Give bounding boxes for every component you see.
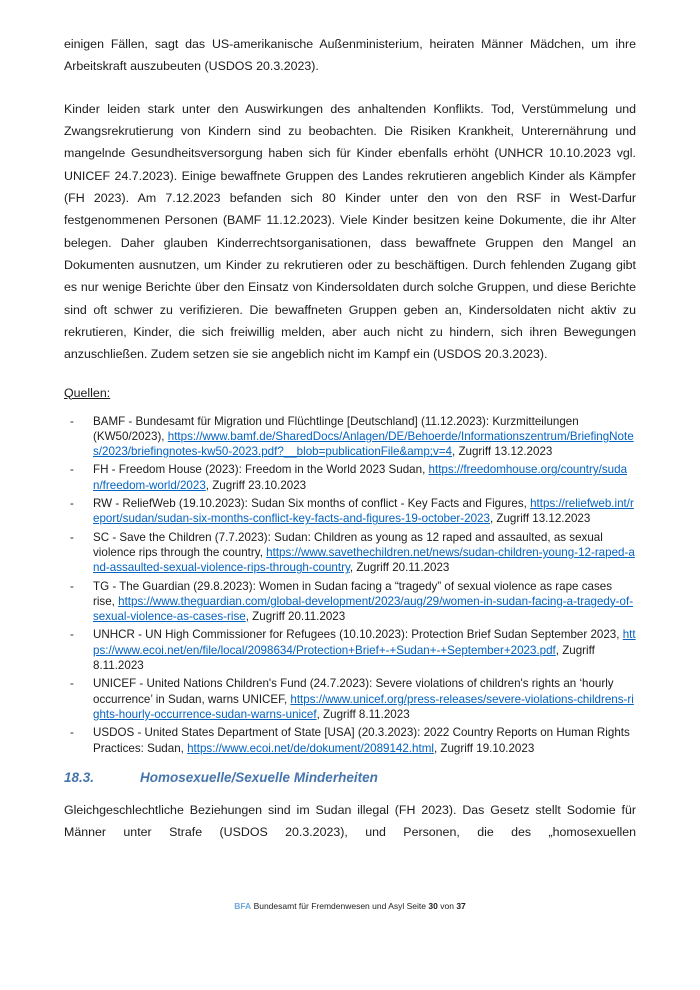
bullet-dash-icon: - [70, 628, 74, 642]
paragraph-homosexuality: Gleichgeschlechtliche Beziehungen sind im Sudan illegal (FH 2023). Das Gesetz stellt Sodomie für Männer unter Strafe (USDOS 20.3.2023), und Personen, die des „homosexuellen [64, 802, 636, 840]
source-access-date: , Zugriff 8.11.2023 [316, 707, 410, 721]
source-access-date: , Zugriff 13.12.2023 [452, 445, 553, 459]
source-link[interactable]: https://www.bamf.de/SharedDocs/Anlagen/DE/Behoerde/Informationszentrum/BriefingNotes/2023/briefingnotes-kw50-2023.pdf?__blob=publicationFile&amp;v=4 [93, 429, 634, 459]
source-access-date: , Zugriff 20.11.2023 [349, 561, 450, 575]
source-link[interactable]: https://reliefweb.int/report/sudan/sudan-six-months-conflict-key-facts-and-figures-19-october-2023 [93, 497, 634, 526]
source-access-date: , Zugriff 20.11.2023 [245, 610, 346, 624]
footer-page-number: 30 [428, 901, 438, 911]
page-footer [0, 901, 700, 911]
source-item [64, 414, 636, 460]
source-link[interactable]: https://www.savethechildren.net/news/sudan-children-young-12-raped-and-assaulted-sexual-violence-rips-through-country [93, 545, 635, 575]
sources-heading: Quellen: [64, 385, 111, 400]
source-link[interactable]: https://www.theguardian.com/global-development/2023/aug/29/women-in-sudan-facing-a-tragedy-of-sexual-violence-as-cases-rise [93, 594, 634, 624]
bullet-dash-icon: - [70, 497, 74, 511]
source-link[interactable]: https://freedomhouse.org/country/sudan/freedom-world/2023 [93, 463, 628, 492]
source-access-date: , Zugriff 13.12.2023 [489, 512, 591, 526]
source-item [64, 530, 636, 576]
source-item [64, 627, 636, 673]
source-citation-text: BAMF - Bundesamt für Migration und Flüchtlinge [Deutschland] (11.12.2023): Kurzmitteilungen (KW50/2023), [93, 414, 579, 443]
source-item [64, 725, 636, 756]
bullet-dash-icon: - [70, 726, 74, 740]
bullet-dash-icon: - [70, 677, 74, 691]
source-item [64, 579, 636, 625]
section-number: 18.3. [64, 769, 95, 785]
section-heading [64, 770, 636, 785]
source-access-date: , Zugriff 23.10.2023 [205, 478, 307, 492]
paragraph-marriage: einigen Fällen, sagt das US-amerikanische Außenministerium, heiraten Männer Mädchen, um ihre Arbeitskraft auszubeuten (USDOS 20.3.2023). [64, 37, 636, 74]
source-access-date: , Zugriff 8.11.2023 [93, 643, 595, 673]
source-citation-text: TG - The Guardian (29.8.2023): Women in Sudan facing a “tragedy” of sexual violence as rape cases rise, [93, 579, 612, 608]
source-citation-text: UNICEF - United Nations Children's Fund (24.7.2023): Severe violations of children's rights an ‘hourly occurrence’ in Sudan, warns UNICEF, [93, 677, 614, 706]
bullet-dash-icon: - [70, 530, 74, 544]
bullet-dash-icon: - [70, 463, 74, 477]
source-link[interactable]: https://www.ecoi.net/en/file/local/2098634/Protection+Brief+-+Sudan+-+September+2023.pdf [93, 628, 636, 657]
source-link[interactable]: https://www.ecoi.net/de/dokument/2089142.html [187, 741, 434, 755]
source-item [64, 676, 636, 722]
footer-brand: BFA [234, 901, 252, 911]
source-citation-text: FH - Freedom House (2023): Freedom in the World 2023 Sudan, [93, 463, 429, 477]
source-citation-text: RW - ReliefWeb (19.10.2023): Sudan Six months of conflict - Key Facts and Figures, [93, 497, 531, 511]
source-access-date: , Zugriff 19.10.2023 [433, 741, 535, 755]
footer-org-text: Bundesamt für Fremdenwesen und Asyl Seite [253, 901, 427, 911]
section-title: Homosexuelle/Sexuelle Minderheiten [140, 769, 378, 785]
footer-of-label: von [440, 901, 454, 911]
source-link[interactable]: https://www.unicef.org/press-releases/severe-violations-childrens-rights-hourly-occurrence-sudan-warns-unicef [93, 692, 634, 721]
sources-list [64, 414, 636, 756]
source-citation-text: UNHCR - UN High Commissioner for Refugees (10.10.2023): Protection Brief Sudan September 2023, [93, 628, 623, 642]
bullet-dash-icon: - [70, 414, 74, 428]
source-item [64, 496, 636, 527]
footer-total-pages: 37 [456, 901, 466, 911]
source-citation-text: SC - Save the Children (7.7.2023): Sudan: Children as young as 12 raped and assaulted, as sexual violence rips through the country, [93, 530, 603, 559]
source-item [64, 462, 636, 493]
paragraph-children-conflict: Kinder leiden stark unter den Auswirkungen des anhaltenden Konflikts. Tod, Verstümmelung und Zwangsrekrutierung von Kindern sind zu beobachten. Die Risiken Krankheit, Unterernährung und mangelnde Gesundheitsversorgung haben sich für Kinder ebenfalls erhöht (UNHCR 10.10.2023 vgl. UNICEF 24.7.2023). Einige bewaffnete Gruppen des Landes rekrutieren angeblich Kinder als Kämpfer (FH 2023). Am 7.12.2023 befanden sich 80 Kinder unter den von den RSF in West-Darfur festgenommenen Personen (BAMF 11.12.2023). Viele Kinder besitzen keine Dokumente, die ihr Alter belegen. Daher glauben Kinderrechtsorganisationen, dass bewaffnete Gruppen den Mangel an Dokumenten ausnutzen, um Kinder zu rekrutieren oder zu beschäftigen. Durch fehlenden Zugang gibt es nur wenige Berichte über den Einsatz von Kindersoldaten durch solche Gruppen, und diese Berichte sind oft schwer zu verifizieren. Die bewaffneten Gruppen geben an, Kindersoldaten nicht aktiv zu rekrutieren, Kinder, die sich freiwillig melden, aber auch nicht zu hindern, sich ihren Bewegungen anzuschließen. Zudem setzen sie sie angeblich nicht im Kampf ein (USDOS 20.3.2023). [64, 101, 636, 362]
source-citation-text: USDOS - United States Department of State [USA] (20.3.2023): 2022 Country Reports on Human Rights Practices: Sudan, [93, 726, 630, 755]
bullet-dash-icon: - [70, 579, 74, 593]
